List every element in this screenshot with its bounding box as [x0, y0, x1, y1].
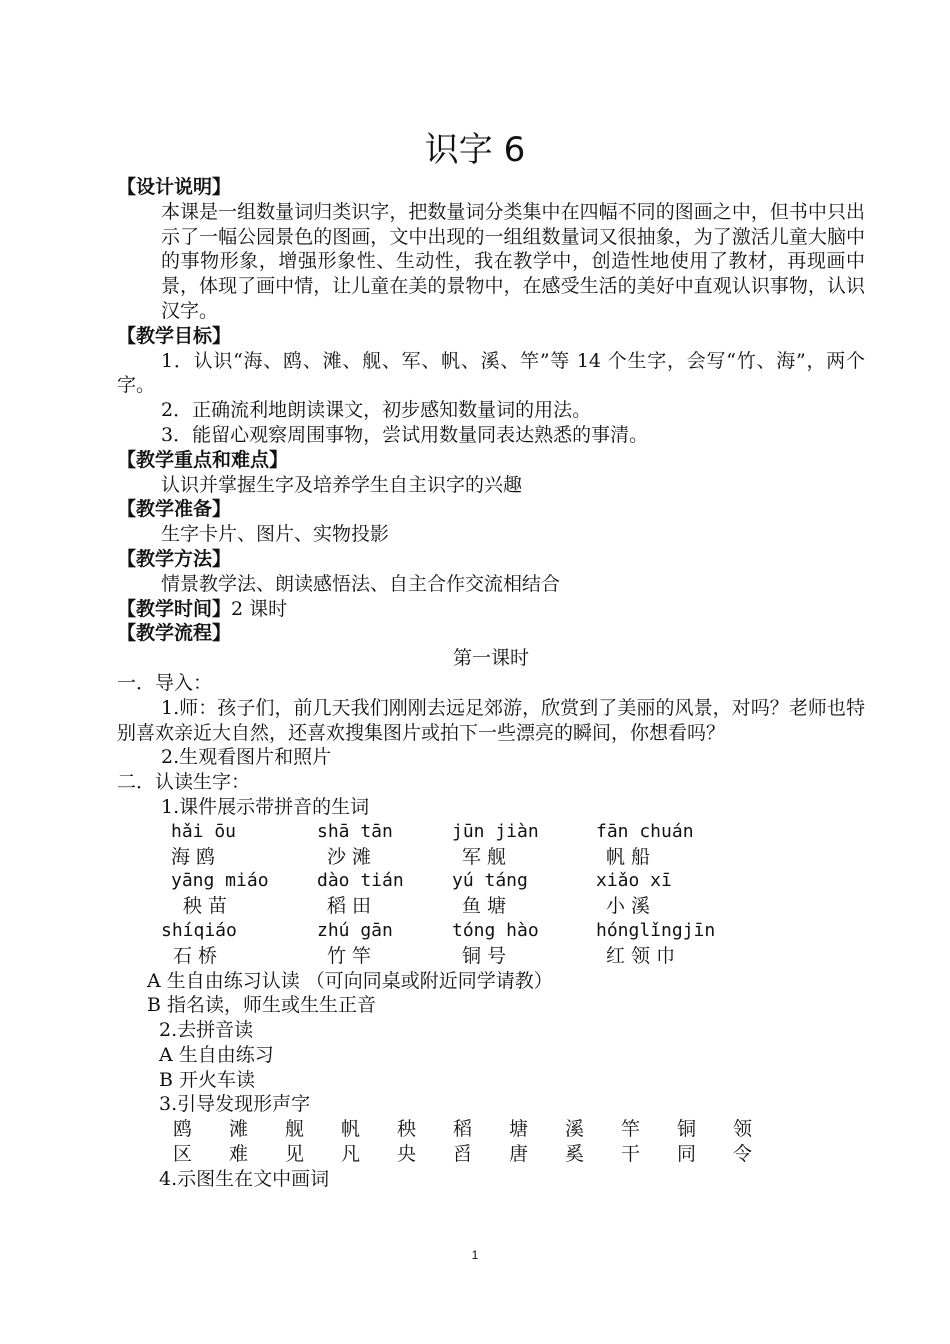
- reading-step-b1: B 指名读，师生或生生正音: [147, 994, 377, 1017]
- reading-item-1: 1.课件展示带拼音的生词: [161, 795, 370, 818]
- hanzi-char: 舰: [285, 1118, 305, 1141]
- hanzi-char: 唐: [509, 1143, 529, 1166]
- hanzi-char: 秧: [397, 1118, 417, 1141]
- pinyin-row-1: [117, 820, 865, 845]
- hanzi-char: 奚: [565, 1143, 585, 1166]
- reading-item-2: 2.去拼音读: [159, 1019, 254, 1042]
- hanzi-char: 舀: [453, 1143, 473, 1166]
- goal-1: 1．认识“海、鸥、滩、舰、军、帆、溪、竿”等 14 个生字，会写“竹、海”，两个字。: [117, 349, 865, 397]
- hanzi-word: 红 领 巾: [606, 944, 676, 967]
- hanzi-word: 海 鸥: [171, 845, 216, 868]
- heading-method: 【教学方法】: [117, 547, 232, 570]
- hanzi-char: 帆: [341, 1118, 361, 1141]
- page-number: 1: [471, 1248, 479, 1262]
- hanzi-word: 小 溪: [606, 895, 651, 918]
- pinyin-row-2: [117, 869, 865, 894]
- reading-step-a2: A 生自由练习: [159, 1043, 274, 1066]
- reading-step-a1: A 生自由练习认读 （可向同桌或附近同学请教）: [147, 969, 553, 992]
- hanzi-row-1: [117, 845, 865, 870]
- hanzi-char: 凡: [341, 1143, 361, 1166]
- intro-item-1: 1.师：孩子们，前几天我们刚刚去远足郊游，欣赏到了美丽的风景，对吗？老师也特别喜欢亲近大自然，还喜欢搜集图片或拍下一些漂亮的瞬间，你想看吗？: [117, 696, 865, 744]
- hanzi-char: 铜: [677, 1118, 697, 1141]
- hanzi-char: 领: [733, 1118, 753, 1141]
- hanzi-char: 见: [285, 1143, 305, 1166]
- goal-2: 2．正确流利地朗读课文，初步感知数量词的用法。: [161, 399, 592, 422]
- hanzi-word: 沙 滩: [327, 845, 372, 868]
- method-text: 情景教学法、朗读感悟法、自主合作交流相结合: [161, 572, 561, 595]
- hanzi-char: 稻: [453, 1118, 473, 1141]
- key-points-text: 认识并掌握生字及培养学生自主识字的兴趣: [161, 473, 523, 496]
- pinyin-word: xiǎo xī: [596, 870, 672, 892]
- preparation-text: 生字卡片、图片、实物投影: [161, 523, 390, 546]
- design-paragraph: 本课是一组数量词归类识字，把数量词分类集中在四幅不同的图画之中，但书中只出示了一幅公园景色的图画，文中出现的一组组数量词又很抽象，为了激活儿童大脑中的事物形象，增强形象性、生动性，我在教学中，创造性地使用了教材，再现画中景，体现了画中情，让儿童在美的景物中，在感受生活的美好中直观认识事物，认识汉字。: [161, 200, 865, 322]
- hanzi-char: 干: [621, 1143, 641, 1166]
- pinyin-word: zhú gān: [317, 919, 393, 941]
- hanzi-char: 滩: [229, 1118, 249, 1141]
- pinyin-word: shā tān: [317, 820, 393, 842]
- pinyin-word: hǎi ōu: [171, 820, 237, 842]
- document-body: [117, 175, 865, 1192]
- hanzi-char: 难: [229, 1143, 249, 1166]
- pinyin-word: yú táng: [452, 870, 528, 892]
- pinyin-word: fān chuán: [596, 820, 694, 842]
- hanzi-word: 帆 船: [606, 845, 651, 868]
- hanzi-char: 同: [677, 1143, 697, 1166]
- hanzi-word: 军 舰: [462, 845, 507, 868]
- hanzi-word: 竹 竿: [327, 944, 372, 967]
- pinyin-word: tóng hào: [452, 919, 539, 941]
- heading-design: 【设计说明】: [117, 176, 232, 198]
- teaching-time: [117, 597, 865, 622]
- heading-preparation: 【教学准备】: [117, 498, 232, 521]
- hanzi-word: 稻 田: [327, 895, 372, 918]
- lesson-one-heading: 第一课时: [452, 647, 529, 670]
- pinyin-word: jūn jiàn: [452, 820, 539, 842]
- hanzi-char: 鸥: [173, 1118, 193, 1141]
- hanzi-char: 塘: [509, 1118, 529, 1141]
- page-title: 识字 6: [424, 130, 526, 170]
- pinyin-word: yāng miáo: [171, 870, 269, 892]
- hanzi-char: 区: [173, 1143, 193, 1166]
- hanzi-word: 铜 号: [462, 944, 507, 967]
- section-reading: 二．认读生字：: [117, 771, 251, 794]
- goal-3: 3．能留心观察周围事物，尝试用数量同表达熟悉的事清。: [161, 423, 649, 446]
- heading-time: 【教学时间】: [117, 597, 232, 620]
- hanzi-char: 令: [733, 1143, 753, 1166]
- reading-step-b2: B 开火车读: [159, 1068, 256, 1091]
- reading-item-3: 3.引导发现形声字: [159, 1093, 311, 1116]
- pinyin-word: hónglǐngjīn: [596, 919, 716, 941]
- hanzi-word: 秧 苗: [183, 895, 228, 918]
- time-text: 2 课时: [231, 597, 288, 620]
- hanzi-char: 竿: [621, 1118, 641, 1141]
- heading-goals: 【教学目标】: [117, 324, 232, 347]
- hanzi-char: 央: [397, 1143, 417, 1166]
- section-intro: 一．导入：: [117, 671, 213, 694]
- hanzi-word: 石 桥: [173, 944, 218, 967]
- pinyin-word: shíqiáo: [161, 919, 237, 941]
- phonetic-chars-row: [117, 1117, 865, 1142]
- reading-item-4: 4.示图生在文中画词: [159, 1167, 330, 1190]
- hanzi-row-3: [117, 944, 865, 969]
- hanzi-word: 鱼 塘: [462, 895, 507, 918]
- heading-key-points: 【教学重点和难点】: [117, 448, 289, 471]
- hanzi-row-2: [117, 894, 865, 919]
- intro-item-2: 2.生观看图片和照片: [161, 746, 332, 769]
- heading-flow: 【教学流程】: [117, 622, 232, 645]
- hanzi-char: 溪: [565, 1118, 585, 1141]
- phonetic-radicals-row: [117, 1142, 865, 1167]
- pinyin-row-3: [117, 919, 865, 944]
- pinyin-word: dào tián: [317, 870, 404, 892]
